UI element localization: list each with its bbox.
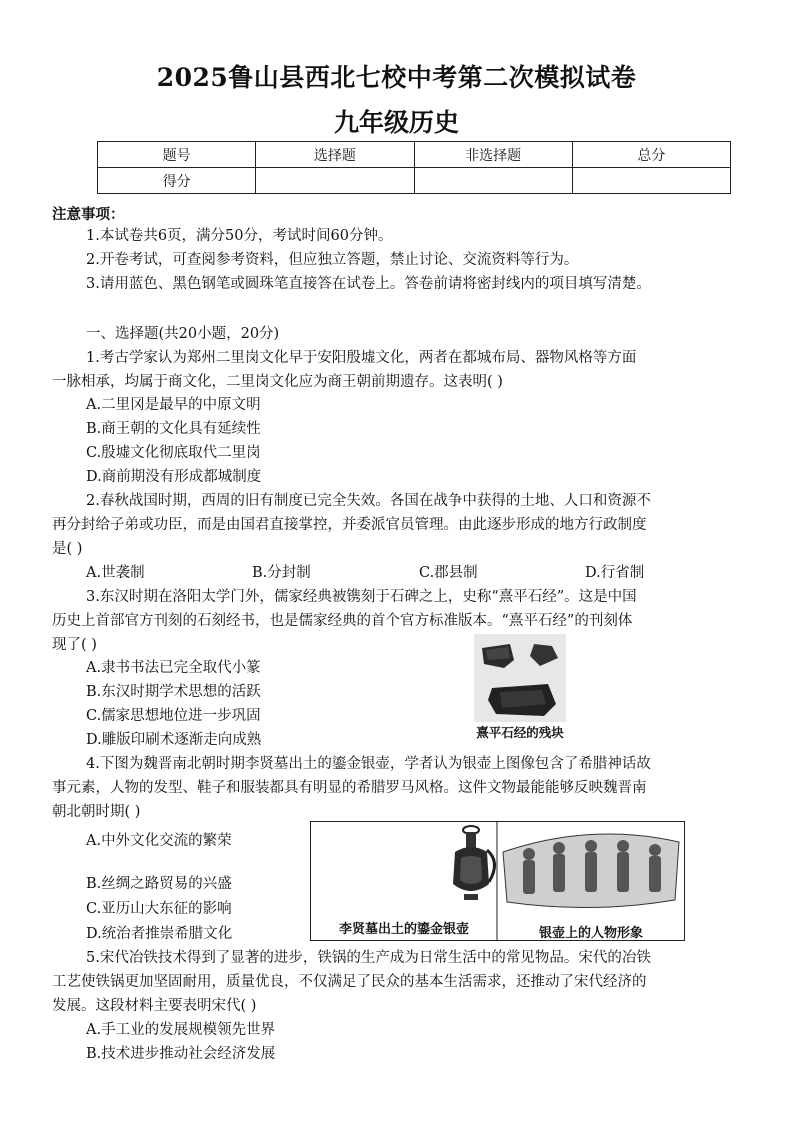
score-cell: 总分 [572, 142, 730, 168]
section-heading: 一、选择题(共20小题，20分) [86, 326, 280, 342]
score-entry-cell[interactable] [256, 168, 414, 194]
question-4-option-c: C.亚历山大东征的影响 [86, 901, 232, 917]
notes-heading: 注意事项： [52, 207, 125, 223]
question-1-option-b: B.商王朝的文化具有延续性 [86, 421, 261, 437]
question-3-text: 现了( ) [52, 637, 97, 653]
question-2-option-a: A.世袭制 [86, 565, 145, 581]
stone-fragments-image [474, 634, 566, 722]
question-4-text: 4.下图为魏晋南北朝时期李贤墓出土的鎏金银壶，学者认为银壶上图像包含了希腊神话故 [86, 756, 651, 772]
silver-ewer-icon [453, 826, 495, 900]
score-table [97, 141, 731, 194]
question-4-text: 事元素，人物的发型、鞋子和服装都具有明显的希腊罗马风格。这件文物最能能够反映魏晋南 [52, 780, 647, 796]
question-3-option-d: D.雕版印刷术逐渐走向成熟 [86, 732, 262, 748]
score-cell: 非选择题 [414, 142, 572, 168]
figure-caption-right: 银壶上的人物形象 [538, 926, 643, 941]
note-item: 2.开卷考试，可查阅参考资料，但应独立答题，禁止讨论、交流资料等行为。 [86, 252, 579, 268]
question-2-text: 是( ) [52, 541, 83, 557]
question-1-option-a: A.二里冈是最早的中原文明 [86, 397, 261, 413]
question-5-option-a: A.手工业的发展规模领先世界 [86, 1022, 276, 1038]
question-4-option-a: A.中外文化交流的繁荣 [86, 833, 232, 849]
question-4-option-b: B.丝绸之路贸易的兴盛 [86, 876, 232, 892]
question-1-text: 1.考古学家认为郑州二里岗文化早于安阳殷墟文化，两者在都城布局、器物风格等方面 [86, 350, 637, 366]
question-2-text: 2.春秋战国时期，西周的旧有制度已完全失效。各国在战争中获得的土地、人口和资源不 [86, 493, 651, 509]
question-1-text: 一脉相承，均属于商文化，二里岗文化应为商王朝前期遗存。这表明( ) [52, 374, 503, 390]
question-5-text: 发展。这段材料主要表明宋代( ) [52, 998, 257, 1014]
question-5-text: 工艺使铁锅更加坚固耐用，质量优良，不仅满足了民众的基本生活需求，还推动了宋代经济的 [52, 974, 647, 990]
score-table-score-row [98, 168, 731, 194]
question-5-text: 5.宋代冶铁技术得到了显著的进步，铁锅的生产成为日常生活中的常见物品。宋代的冶铁 [86, 950, 651, 966]
gilded-silver-ewer-figure [310, 821, 685, 941]
figure-caption-left: 李贤墓出土的鎏金银壶 [338, 922, 469, 937]
question-3-option-c: C.儒家思想地位进一步巩固 [86, 708, 261, 724]
question-4-text: 朝北朝时期( ) [52, 804, 141, 820]
note-item: 3.请用蓝色、黑色钢笔或圆珠笔直接答在试卷上。答卷前请将密封线内的项目填写清楚。 [86, 276, 651, 292]
score-cell: 得分 [98, 168, 256, 194]
score-table-header-row [98, 142, 731, 168]
question-3-text: 3.东汉时期在洛阳太学门外，儒家经典被镌刻于石碑之上，史称“熹平石经”。这是中国 [86, 589, 637, 605]
question-2-option-d: D.行省制 [585, 565, 645, 581]
score-entry-cell[interactable] [414, 168, 572, 194]
question-1-option-c: C.殷墟文化彻底取代二里岗 [86, 445, 261, 461]
figure-caption: 熹平石经的残块 [476, 725, 564, 740]
question-3-option-a: A.隶书书法已完全取代小篆 [86, 660, 261, 676]
exam-subtitle: 九年级历史 [333, 108, 459, 137]
question-4-option-d: D.统治者推崇希腊文化 [86, 926, 233, 942]
exam-title: 2025鲁山县西北七校中考第二次模拟试卷 [156, 63, 637, 92]
note-item: 1.本试卷共6页，满分50分，考试时间60分钟。 [86, 228, 393, 244]
question-3-text: 历史上首部官方刊刻的石刻经书，也是儒家经典的首个官方标准版本。“熹平石经”的刊刻体 [52, 613, 633, 629]
score-cell: 选择题 [256, 142, 414, 168]
score-cell: 题号 [98, 142, 256, 168]
question-2-option-b: B.分封制 [252, 565, 311, 581]
xiping-stone-classic-figure [474, 634, 566, 740]
question-2-option-c: C.郡县制 [419, 565, 478, 581]
question-2-text: 再分封给子弟或功臣，而是由国君直接掌控，并委派官员管理。由此逐步形成的地方行政制度 [52, 517, 647, 533]
question-3-option-b: B.东汉时期学术思想的活跃 [86, 684, 261, 700]
question-5-option-b: B.技术进步推动社会经济发展 [86, 1046, 276, 1062]
question-1-option-d: D.商前期没有形成都城制度 [86, 469, 262, 485]
ewer-figures-icon [503, 834, 679, 908]
score-entry-cell[interactable] [572, 168, 730, 194]
